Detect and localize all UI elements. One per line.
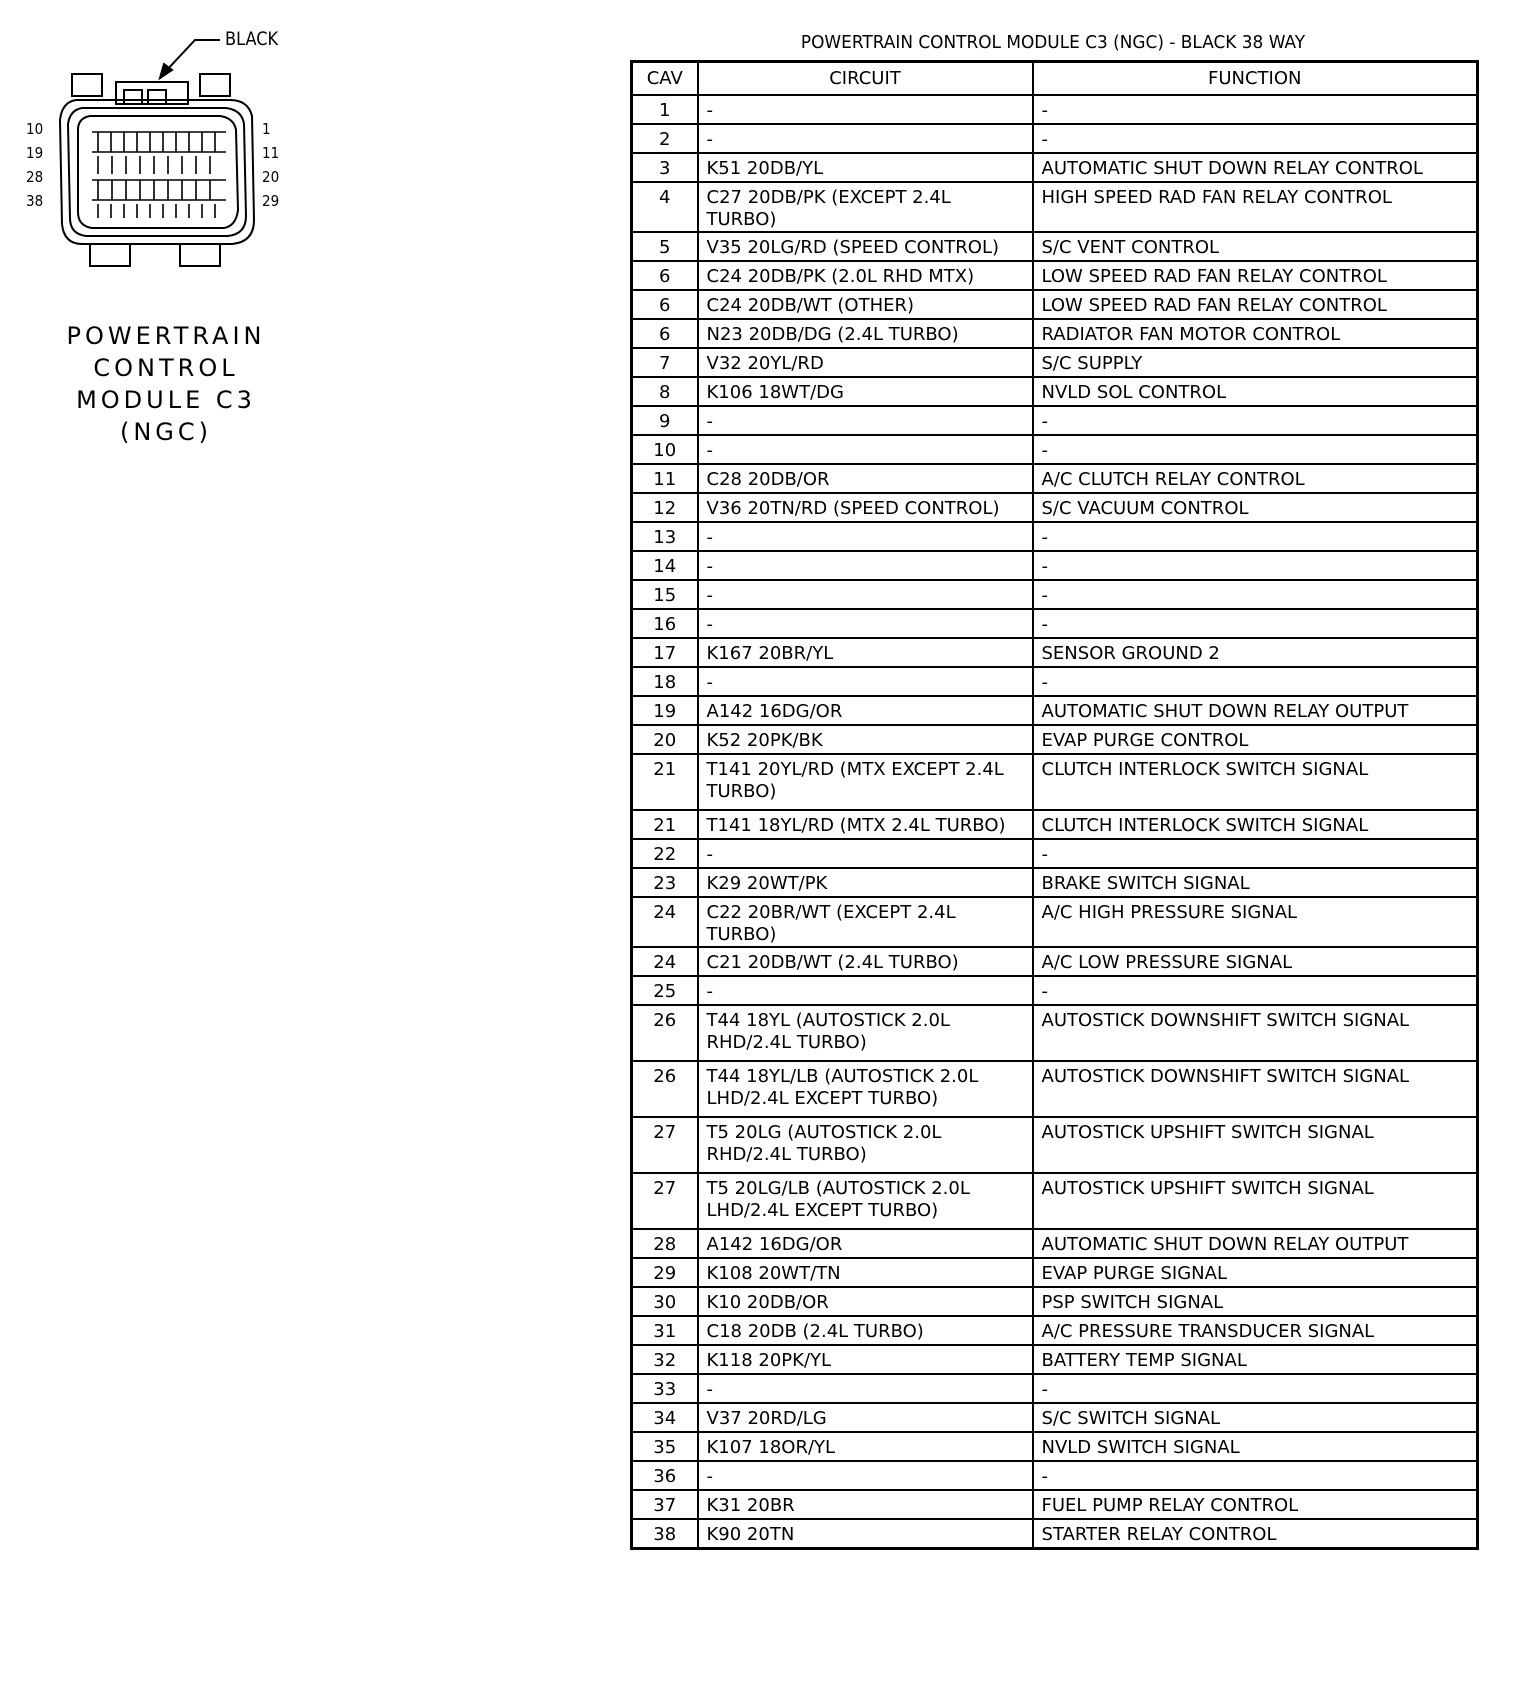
cav-cell: 21 bbox=[632, 754, 698, 810]
circuit-cell: - bbox=[698, 406, 1033, 435]
table-row bbox=[632, 609, 1478, 638]
circuit-cell: N23 20DB/DG (2.4L TURBO) bbox=[698, 319, 1033, 348]
circuit-cell: C28 20DB/OR bbox=[698, 464, 1033, 493]
function-cell: AUTOMATIC SHUT DOWN RELAY OUTPUT bbox=[1033, 1229, 1478, 1258]
function-cell: - bbox=[1033, 839, 1478, 868]
function-cell: PSP SWITCH SIGNAL bbox=[1033, 1287, 1478, 1316]
cav-cell: 28 bbox=[632, 1229, 698, 1258]
function-cell: - bbox=[1033, 124, 1478, 153]
circuit-cell: - bbox=[698, 839, 1033, 868]
cav-cell: 23 bbox=[632, 868, 698, 897]
table-row bbox=[632, 406, 1478, 435]
cav-cell: 14 bbox=[632, 551, 698, 580]
circuit-cell: K90 20TN bbox=[698, 1519, 1033, 1548]
circuit-cell: T141 20YL/RD (MTX EXCEPT 2.4L TURBO) bbox=[698, 754, 1033, 810]
pinout-table bbox=[630, 60, 1479, 1550]
cav-cell: 30 bbox=[632, 1287, 698, 1316]
table-row bbox=[632, 1345, 1478, 1374]
function-cell: S/C SUPPLY bbox=[1033, 348, 1478, 377]
circuit-cell: C27 20DB/PK (EXCEPT 2.4L TURBO) bbox=[698, 182, 1033, 232]
function-cell: - bbox=[1033, 580, 1478, 609]
cav-cell: 13 bbox=[632, 522, 698, 551]
function-cell: EVAP PURGE SIGNAL bbox=[1033, 1258, 1478, 1287]
header-circuit: CIRCUIT bbox=[698, 62, 1033, 96]
table-row bbox=[632, 1258, 1478, 1287]
function-cell: S/C SWITCH SIGNAL bbox=[1033, 1403, 1478, 1432]
function-cell: LOW SPEED RAD FAN RELAY CONTROL bbox=[1033, 290, 1478, 319]
function-cell: AUTOSTICK DOWNSHIFT SWITCH SIGNAL bbox=[1033, 1061, 1478, 1117]
table-row bbox=[632, 1229, 1478, 1258]
pinout-body bbox=[632, 95, 1478, 1548]
table-row bbox=[632, 839, 1478, 868]
circuit-cell: K10 20DB/OR bbox=[698, 1287, 1033, 1316]
table-row bbox=[632, 1061, 1478, 1117]
cav-cell: 31 bbox=[632, 1316, 698, 1345]
function-cell: A/C PRESSURE TRANSDUCER SIGNAL bbox=[1033, 1316, 1478, 1345]
table-row bbox=[632, 1519, 1478, 1548]
cav-cell: 7 bbox=[632, 348, 698, 377]
function-cell: A/C HIGH PRESSURE SIGNAL bbox=[1033, 897, 1478, 947]
table-row bbox=[632, 435, 1478, 464]
function-cell: A/C LOW PRESSURE SIGNAL bbox=[1033, 947, 1478, 976]
cav-cell: 6 bbox=[632, 319, 698, 348]
cav-cell: 26 bbox=[632, 1005, 698, 1061]
function-cell: BRAKE SWITCH SIGNAL bbox=[1033, 868, 1478, 897]
function-cell: FUEL PUMP RELAY CONTROL bbox=[1033, 1490, 1478, 1519]
cav-cell: 18 bbox=[632, 667, 698, 696]
cav-cell: 26 bbox=[632, 1061, 698, 1117]
circuit-cell: A142 16DG/OR bbox=[698, 1229, 1033, 1258]
cav-cell: 35 bbox=[632, 1432, 698, 1461]
circuit-cell: K52 20PK/BK bbox=[698, 725, 1033, 754]
table-row bbox=[632, 1461, 1478, 1490]
table-row bbox=[632, 810, 1478, 839]
header-cav: CAV bbox=[632, 62, 698, 96]
table-row bbox=[632, 261, 1478, 290]
cav-cell: 1 bbox=[632, 95, 698, 124]
table-row bbox=[632, 493, 1478, 522]
circuit-cell: T5 20LG (AUTOSTICK 2.0L RHD/2.4L TURBO) bbox=[698, 1117, 1033, 1173]
cav-cell: 10 bbox=[632, 435, 698, 464]
table-row bbox=[632, 464, 1478, 493]
function-cell: - bbox=[1033, 1461, 1478, 1490]
table-row bbox=[632, 290, 1478, 319]
circuit-cell: T141 18YL/RD (MTX 2.4L TURBO) bbox=[698, 810, 1033, 839]
cav-cell: 6 bbox=[632, 261, 698, 290]
cav-cell: 12 bbox=[632, 493, 698, 522]
circuit-cell: - bbox=[698, 580, 1033, 609]
pin-label-right: 20 bbox=[262, 168, 280, 186]
cav-cell: 5 bbox=[632, 232, 698, 261]
table-row bbox=[632, 667, 1478, 696]
pin-label-left: 28 bbox=[26, 168, 44, 186]
pin-label-right: 11 bbox=[262, 144, 280, 162]
circuit-cell: K51 20DB/YL bbox=[698, 153, 1033, 182]
circuit-cell: K118 20PK/YL bbox=[698, 1345, 1033, 1374]
table-row bbox=[632, 754, 1478, 810]
circuit-cell: K108 20WT/TN bbox=[698, 1258, 1033, 1287]
cav-cell: 25 bbox=[632, 976, 698, 1005]
cav-cell: 22 bbox=[632, 839, 698, 868]
circuit-cell: K107 18OR/YL bbox=[698, 1432, 1033, 1461]
table-row bbox=[632, 522, 1478, 551]
circuit-cell: C24 20DB/WT (OTHER) bbox=[698, 290, 1033, 319]
table-row bbox=[632, 580, 1478, 609]
cav-cell: 15 bbox=[632, 580, 698, 609]
circuit-cell: T44 18YL/LB (AUTOSTICK 2.0L LHD/2.4L EXCEPT TURBO) bbox=[698, 1061, 1033, 1117]
cav-cell: 8 bbox=[632, 377, 698, 406]
function-cell: - bbox=[1033, 976, 1478, 1005]
table-row bbox=[632, 1490, 1478, 1519]
cav-cell: 37 bbox=[632, 1490, 698, 1519]
cav-cell: 32 bbox=[632, 1345, 698, 1374]
circuit-cell: C24 20DB/PK (2.0L RHD MTX) bbox=[698, 261, 1033, 290]
table-row bbox=[632, 1432, 1478, 1461]
function-cell: RADIATOR FAN MOTOR CONTROL bbox=[1033, 319, 1478, 348]
table-row bbox=[632, 1403, 1478, 1432]
cav-cell: 33 bbox=[632, 1374, 698, 1403]
table-title: POWERTRAIN CONTROL MODULE C3 (NGC) - BLACK 38 WAY bbox=[800, 32, 1306, 53]
table-row bbox=[632, 1117, 1478, 1173]
function-cell: BATTERY TEMP SIGNAL bbox=[1033, 1345, 1478, 1374]
table-row bbox=[632, 1005, 1478, 1061]
table-row bbox=[632, 182, 1478, 232]
function-cell: NVLD SOL CONTROL bbox=[1033, 377, 1478, 406]
circuit-cell: - bbox=[698, 609, 1033, 638]
circuit-cell: K31 20BR bbox=[698, 1490, 1033, 1519]
function-cell: NVLD SWITCH SIGNAL bbox=[1033, 1432, 1478, 1461]
cav-cell: 20 bbox=[632, 725, 698, 754]
table-row bbox=[632, 976, 1478, 1005]
pin-label-left: 10 bbox=[26, 120, 44, 138]
cav-cell: 29 bbox=[632, 1258, 698, 1287]
cav-cell: 38 bbox=[632, 1519, 698, 1548]
table-header-row bbox=[632, 62, 1478, 96]
table-row bbox=[632, 232, 1478, 261]
circuit-cell: A142 16DG/OR bbox=[698, 696, 1033, 725]
table-row bbox=[632, 1173, 1478, 1229]
cav-cell: 24 bbox=[632, 897, 698, 947]
pin-label-left: 19 bbox=[26, 144, 44, 162]
circuit-cell: C18 20DB (2.4L TURBO) bbox=[698, 1316, 1033, 1345]
circuit-cell: C21 20DB/WT (2.4L TURBO) bbox=[698, 947, 1033, 976]
cav-cell: 27 bbox=[632, 1173, 698, 1229]
table-row bbox=[632, 696, 1478, 725]
table-row bbox=[632, 153, 1478, 182]
circuit-cell: V35 20LG/RD (SPEED CONTROL) bbox=[698, 232, 1033, 261]
circuit-cell: V32 20YL/RD bbox=[698, 348, 1033, 377]
table-row bbox=[632, 377, 1478, 406]
function-cell: - bbox=[1033, 95, 1478, 124]
pin-label-right: 29 bbox=[262, 192, 280, 210]
circuit-cell: - bbox=[698, 667, 1033, 696]
circuit-cell: - bbox=[698, 1461, 1033, 1490]
cav-cell: 27 bbox=[632, 1117, 698, 1173]
table-row bbox=[632, 638, 1478, 667]
cav-cell: 19 bbox=[632, 696, 698, 725]
connector-figure bbox=[20, 20, 320, 446]
function-cell: - bbox=[1033, 1374, 1478, 1403]
function-cell: - bbox=[1033, 551, 1478, 580]
cav-cell: 6 bbox=[632, 290, 698, 319]
circuit-cell: - bbox=[698, 976, 1033, 1005]
cav-cell: 3 bbox=[632, 153, 698, 182]
function-cell: - bbox=[1033, 522, 1478, 551]
module-name-line: MODULE C3 bbox=[76, 386, 256, 414]
circuit-cell: - bbox=[698, 1374, 1033, 1403]
table-row bbox=[632, 947, 1478, 976]
table-row bbox=[632, 124, 1478, 153]
circuit-cell: T44 18YL (AUTOSTICK 2.0L RHD/2.4L TURBO) bbox=[698, 1005, 1033, 1061]
circuit-cell: V36 20TN/RD (SPEED CONTROL) bbox=[698, 493, 1033, 522]
cav-cell: 11 bbox=[632, 464, 698, 493]
table-row bbox=[632, 1316, 1478, 1345]
function-cell: CLUTCH INTERLOCK SWITCH SIGNAL bbox=[1033, 754, 1478, 810]
cav-cell: 34 bbox=[632, 1403, 698, 1432]
circuit-cell: K29 20WT/PK bbox=[698, 868, 1033, 897]
function-cell: AUTOMATIC SHUT DOWN RELAY OUTPUT bbox=[1033, 696, 1478, 725]
cav-cell: 4 bbox=[632, 182, 698, 232]
table-row bbox=[632, 348, 1478, 377]
cav-cell: 36 bbox=[632, 1461, 698, 1490]
function-cell: S/C VACUUM CONTROL bbox=[1033, 493, 1478, 522]
table-row bbox=[632, 319, 1478, 348]
circuit-cell: K106 18WT/DG bbox=[698, 377, 1033, 406]
circuit-cell: T5 20LG/LB (AUTOSTICK 2.0L LHD/2.4L EXCEPT TURBO) bbox=[698, 1173, 1033, 1229]
table-row bbox=[632, 551, 1478, 580]
function-cell: AUTOSTICK DOWNSHIFT SWITCH SIGNAL bbox=[1033, 1005, 1478, 1061]
function-cell: STARTER RELAY CONTROL bbox=[1033, 1519, 1478, 1548]
table-row bbox=[632, 897, 1478, 947]
module-name-line: CONTROL bbox=[93, 354, 239, 382]
function-cell: LOW SPEED RAD FAN RELAY CONTROL bbox=[1033, 261, 1478, 290]
table-row bbox=[632, 1287, 1478, 1316]
circuit-cell: C22 20BR/WT (EXCEPT 2.4L TURBO) bbox=[698, 897, 1033, 947]
table-row bbox=[632, 725, 1478, 754]
cav-cell: 9 bbox=[632, 406, 698, 435]
color-callout: BLACK bbox=[225, 28, 279, 50]
function-cell: - bbox=[1033, 406, 1478, 435]
module-name-line: (NGC) bbox=[119, 418, 213, 446]
circuit-cell: - bbox=[698, 522, 1033, 551]
module-name bbox=[40, 320, 292, 448]
table-row bbox=[632, 1374, 1478, 1403]
cav-cell: 17 bbox=[632, 638, 698, 667]
pin-label-right: 1 bbox=[262, 120, 271, 138]
function-cell: SENSOR GROUND 2 bbox=[1033, 638, 1478, 667]
function-cell: HIGH SPEED RAD FAN RELAY CONTROL bbox=[1033, 182, 1478, 232]
table-row bbox=[632, 868, 1478, 897]
cav-cell: 16 bbox=[632, 609, 698, 638]
cav-cell: 2 bbox=[632, 124, 698, 153]
circuit-cell: - bbox=[698, 551, 1033, 580]
cav-cell: 24 bbox=[632, 947, 698, 976]
function-cell: A/C CLUTCH RELAY CONTROL bbox=[1033, 464, 1478, 493]
function-cell: CLUTCH INTERLOCK SWITCH SIGNAL bbox=[1033, 810, 1478, 839]
function-cell: - bbox=[1033, 609, 1478, 638]
function-cell: AUTOSTICK UPSHIFT SWITCH SIGNAL bbox=[1033, 1173, 1478, 1229]
table-row bbox=[632, 95, 1478, 124]
header-function: FUNCTION bbox=[1033, 62, 1478, 96]
function-cell: S/C VENT CONTROL bbox=[1033, 232, 1478, 261]
function-cell: - bbox=[1033, 435, 1478, 464]
pin-label-left: 38 bbox=[26, 192, 44, 210]
cav-cell: 21 bbox=[632, 810, 698, 839]
circuit-cell: - bbox=[698, 95, 1033, 124]
circuit-cell: V37 20RD/LG bbox=[698, 1403, 1033, 1432]
function-cell: EVAP PURGE CONTROL bbox=[1033, 725, 1478, 754]
circuit-cell: - bbox=[698, 435, 1033, 464]
function-cell: AUTOSTICK UPSHIFT SWITCH SIGNAL bbox=[1033, 1117, 1478, 1173]
circuit-cell: K167 20BR/YL bbox=[698, 638, 1033, 667]
function-cell: AUTOMATIC SHUT DOWN RELAY CONTROL bbox=[1033, 153, 1478, 182]
circuit-cell: - bbox=[698, 124, 1033, 153]
function-cell: - bbox=[1033, 667, 1478, 696]
module-name-line: POWERTRAIN bbox=[66, 322, 266, 350]
